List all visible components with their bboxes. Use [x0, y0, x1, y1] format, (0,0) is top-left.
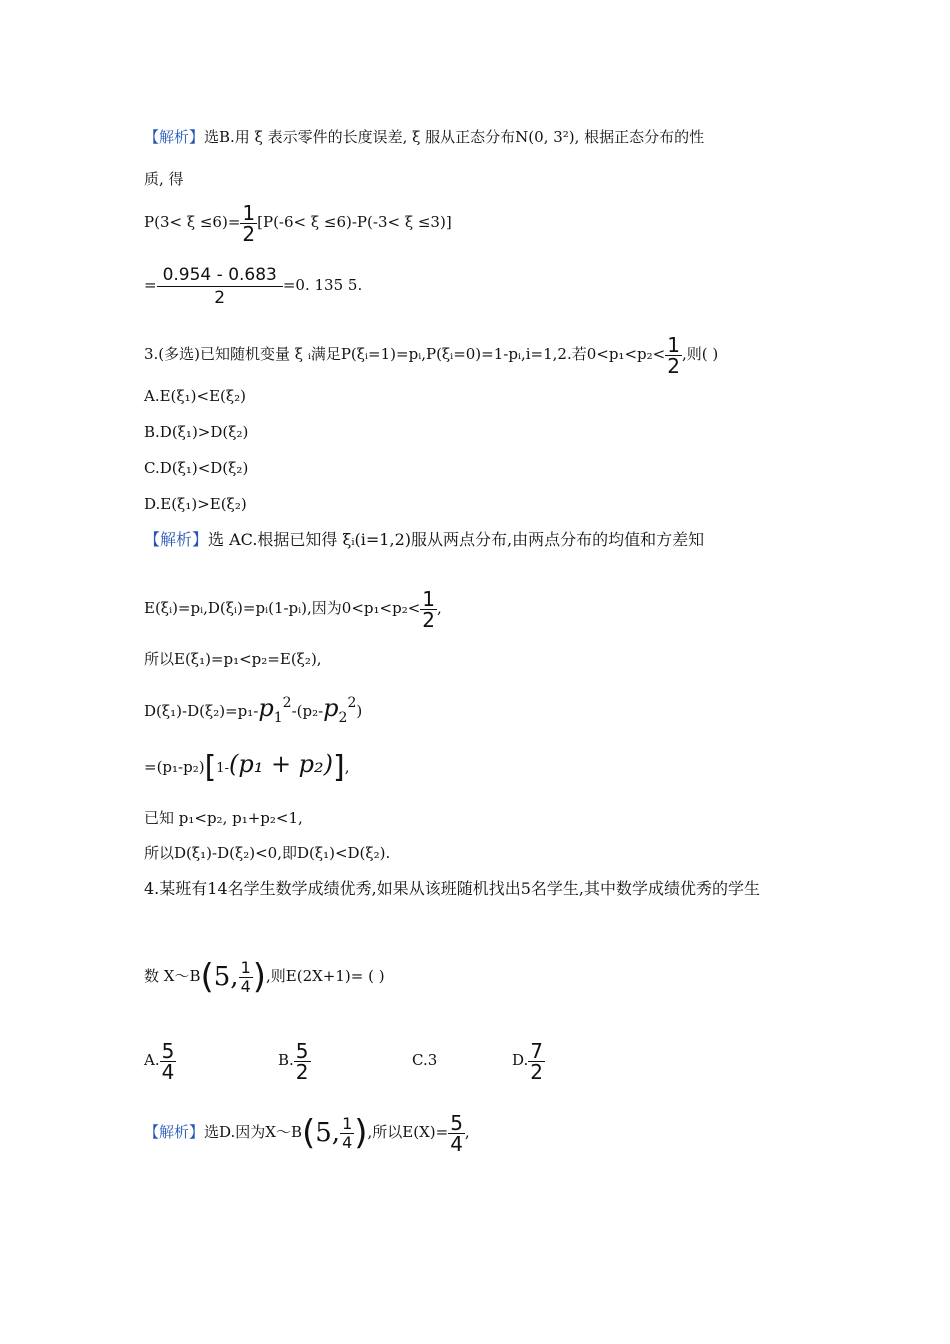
analysis-tag: 【解析】	[144, 128, 205, 146]
q3-line-d	[144, 685, 362, 736]
q4-opt-b-fraction	[294, 1038, 311, 1084]
q3-line-e	[144, 588, 442, 630]
left-paren: (	[200, 957, 214, 997]
eq2-fraction	[157, 264, 283, 309]
q3-stem-end: ,则( )	[681, 345, 719, 363]
analysis-tag: 【解析】	[144, 530, 209, 549]
eq2-num: 0.954 - 0.683	[162, 264, 277, 285]
q4-opt-b-num: 5	[295, 1038, 309, 1063]
right-bracket: ]	[333, 750, 345, 785]
q2-analysis-text: 选B.用 ξ 表示零件的长度误差, ξ 服从正态分布N(0, 3²), 根据正态分布的性	[204, 128, 705, 146]
q3-stem-fraction	[665, 332, 682, 378]
q4-opt-a-label: A.	[144, 1051, 160, 1069]
q3-line-f-end: ,	[344, 758, 350, 776]
q3-line-f-one: 1-	[216, 761, 229, 776]
q3-line-so: 所以E(ξ₁)=p₁<p₂=E(ξ₂),	[144, 650, 322, 668]
analysis-tag: 【解析】	[144, 1123, 205, 1141]
q4-stem-b-five: 5,	[213, 962, 239, 992]
q4-stem-b-num: 1	[240, 957, 251, 977]
q4-analysis-end: ,	[464, 1123, 470, 1141]
eq2-left: =	[144, 276, 157, 294]
q4-stem-b-den: 4	[240, 976, 251, 996]
right-paren: )	[252, 957, 267, 997]
q4-option-a	[144, 1038, 176, 1082]
q4-option-c: C.3	[412, 1051, 438, 1069]
q4-opt-b-den: 2	[295, 1059, 309, 1084]
left-bracket: [	[204, 750, 217, 785]
q4-opt-d-label: D.	[512, 1051, 529, 1069]
q2-analysis-line-1	[144, 127, 704, 147]
eq1-frac-den: 2	[242, 221, 256, 246]
q2-analysis-text-2: 质, 得	[144, 170, 184, 188]
q3-stem	[144, 334, 718, 376]
q3-analysis-text: 选 AC.根据已知得 ξᵢ(i=1,2)服从两点分布,由两点分布的均值和方差知	[208, 530, 705, 549]
p2-symbol: p	[323, 694, 339, 722]
q4-opt-d-fraction	[528, 1038, 545, 1084]
q4-stem-b-fraction	[239, 959, 253, 996]
q4-opt-d-den: 2	[530, 1059, 543, 1084]
q3-stem-text: 3.(多选)已知随机变量 ξ ᵢ满足P(ξᵢ=1)=pᵢ,P(ξᵢ=0)=1-pᵢ,i=1,2.若0<p₁<p₂<	[144, 345, 666, 363]
q4-analysis-mid: ,所以E(X)=	[367, 1123, 449, 1141]
q3-option-a: A.E(ξ₁)<E(ξ₂)	[144, 387, 247, 405]
q3-stem-num: 1	[667, 332, 680, 357]
q4-analysis-five: 5,	[315, 1118, 341, 1148]
q4-opt-a-num: 5	[161, 1038, 175, 1063]
q4-opt-d-num: 7	[530, 1038, 543, 1063]
eq1-frac-num: 1	[242, 200, 256, 225]
q3-option-b: B.D(ξ₁)>D(ξ₂)	[144, 423, 249, 441]
q3-line-e-num: 1	[422, 586, 436, 611]
q3-line-f-left: =(p₁-p₂)	[144, 758, 205, 776]
q4-analysis-num: 1	[342, 1113, 353, 1133]
q2-equation-2	[144, 262, 362, 309]
q3-line-d-end: )	[356, 702, 363, 720]
q2-equation-1	[144, 202, 452, 244]
q4-stem-b-right: ,则E(2X+1)= ( )	[266, 967, 385, 985]
q4-option-d	[512, 1038, 545, 1082]
q3-line-known: 已知 p₁<p₂, p₁+p₂<1,	[144, 809, 303, 827]
q4-stem-a: 4.某班有14名学生数学成绩优秀,如果从该班随机找出5名学生,其中数学成绩优秀的学生	[144, 879, 760, 898]
p1-symbol: p	[258, 694, 274, 722]
p2-squared: $p_2^2$	[323, 694, 357, 726]
q3-stem-den: 2	[667, 353, 680, 378]
q3-line-conclude: 所以D(ξ₁)-D(ξ₂)<0,即D(ξ₁)<D(ξ₂).	[144, 844, 391, 862]
q3-line-f	[144, 744, 350, 789]
q4-stem-b	[144, 952, 385, 1001]
q4-opt-a-fraction	[160, 1038, 177, 1084]
q3-line-d-mid: -(p₂-	[291, 702, 324, 720]
q4-analysis	[144, 1108, 470, 1157]
q3-line-e-fraction	[420, 586, 437, 632]
q4-analysis-fraction	[340, 1115, 354, 1152]
p1-squared: $p_1^2$	[258, 694, 292, 726]
q3-line-e-den: 2	[422, 607, 436, 632]
q4-analysis-left: 选D.因为X～B	[204, 1123, 302, 1141]
q4-opt-b-label: B.	[278, 1051, 294, 1069]
q4-analysis-r-den: 4	[450, 1131, 463, 1156]
q3-line-d-left: D(ξ₁)-D(ξ₂)=p₁-	[144, 702, 259, 720]
q3-option-d: D.E(ξ₁)>E(ξ₂)	[144, 495, 247, 513]
q4-option-b	[278, 1038, 311, 1082]
q4-analysis-den: 4	[342, 1132, 353, 1152]
q4-analysis-result-fraction	[448, 1110, 465, 1156]
q4-opt-a-den: 4	[161, 1059, 175, 1084]
right-paren: )	[354, 1113, 368, 1153]
q3-line-e-text: E(ξᵢ)=pᵢ,D(ξᵢ)=pᵢ(1-pᵢ),因为0<p₁<p₂<	[144, 599, 421, 617]
q3-option-c: C.D(ξ₁)<D(ξ₂)	[144, 459, 249, 477]
q4-stem-b-left: 数 X～B	[144, 967, 201, 985]
eq1-fraction	[240, 200, 257, 246]
eq2-den: 2	[157, 286, 283, 309]
eq2-right: =0. 135 5.	[282, 276, 363, 294]
q2-analysis-line-2	[144, 169, 184, 189]
eq1-right: [P(-6< ξ ≤6)-P(-3< ξ ≤3)]	[257, 213, 452, 231]
q4-analysis-r-num: 5	[450, 1110, 463, 1135]
q3-line-e-end: ,	[437, 599, 442, 617]
q3-analysis-line-1	[144, 530, 704, 550]
q3-line-f-expr: (p₁ + p₂)	[228, 750, 334, 778]
left-paren: (	[301, 1113, 316, 1153]
eq1-left: P(3< ξ ≤6)=	[144, 213, 241, 231]
